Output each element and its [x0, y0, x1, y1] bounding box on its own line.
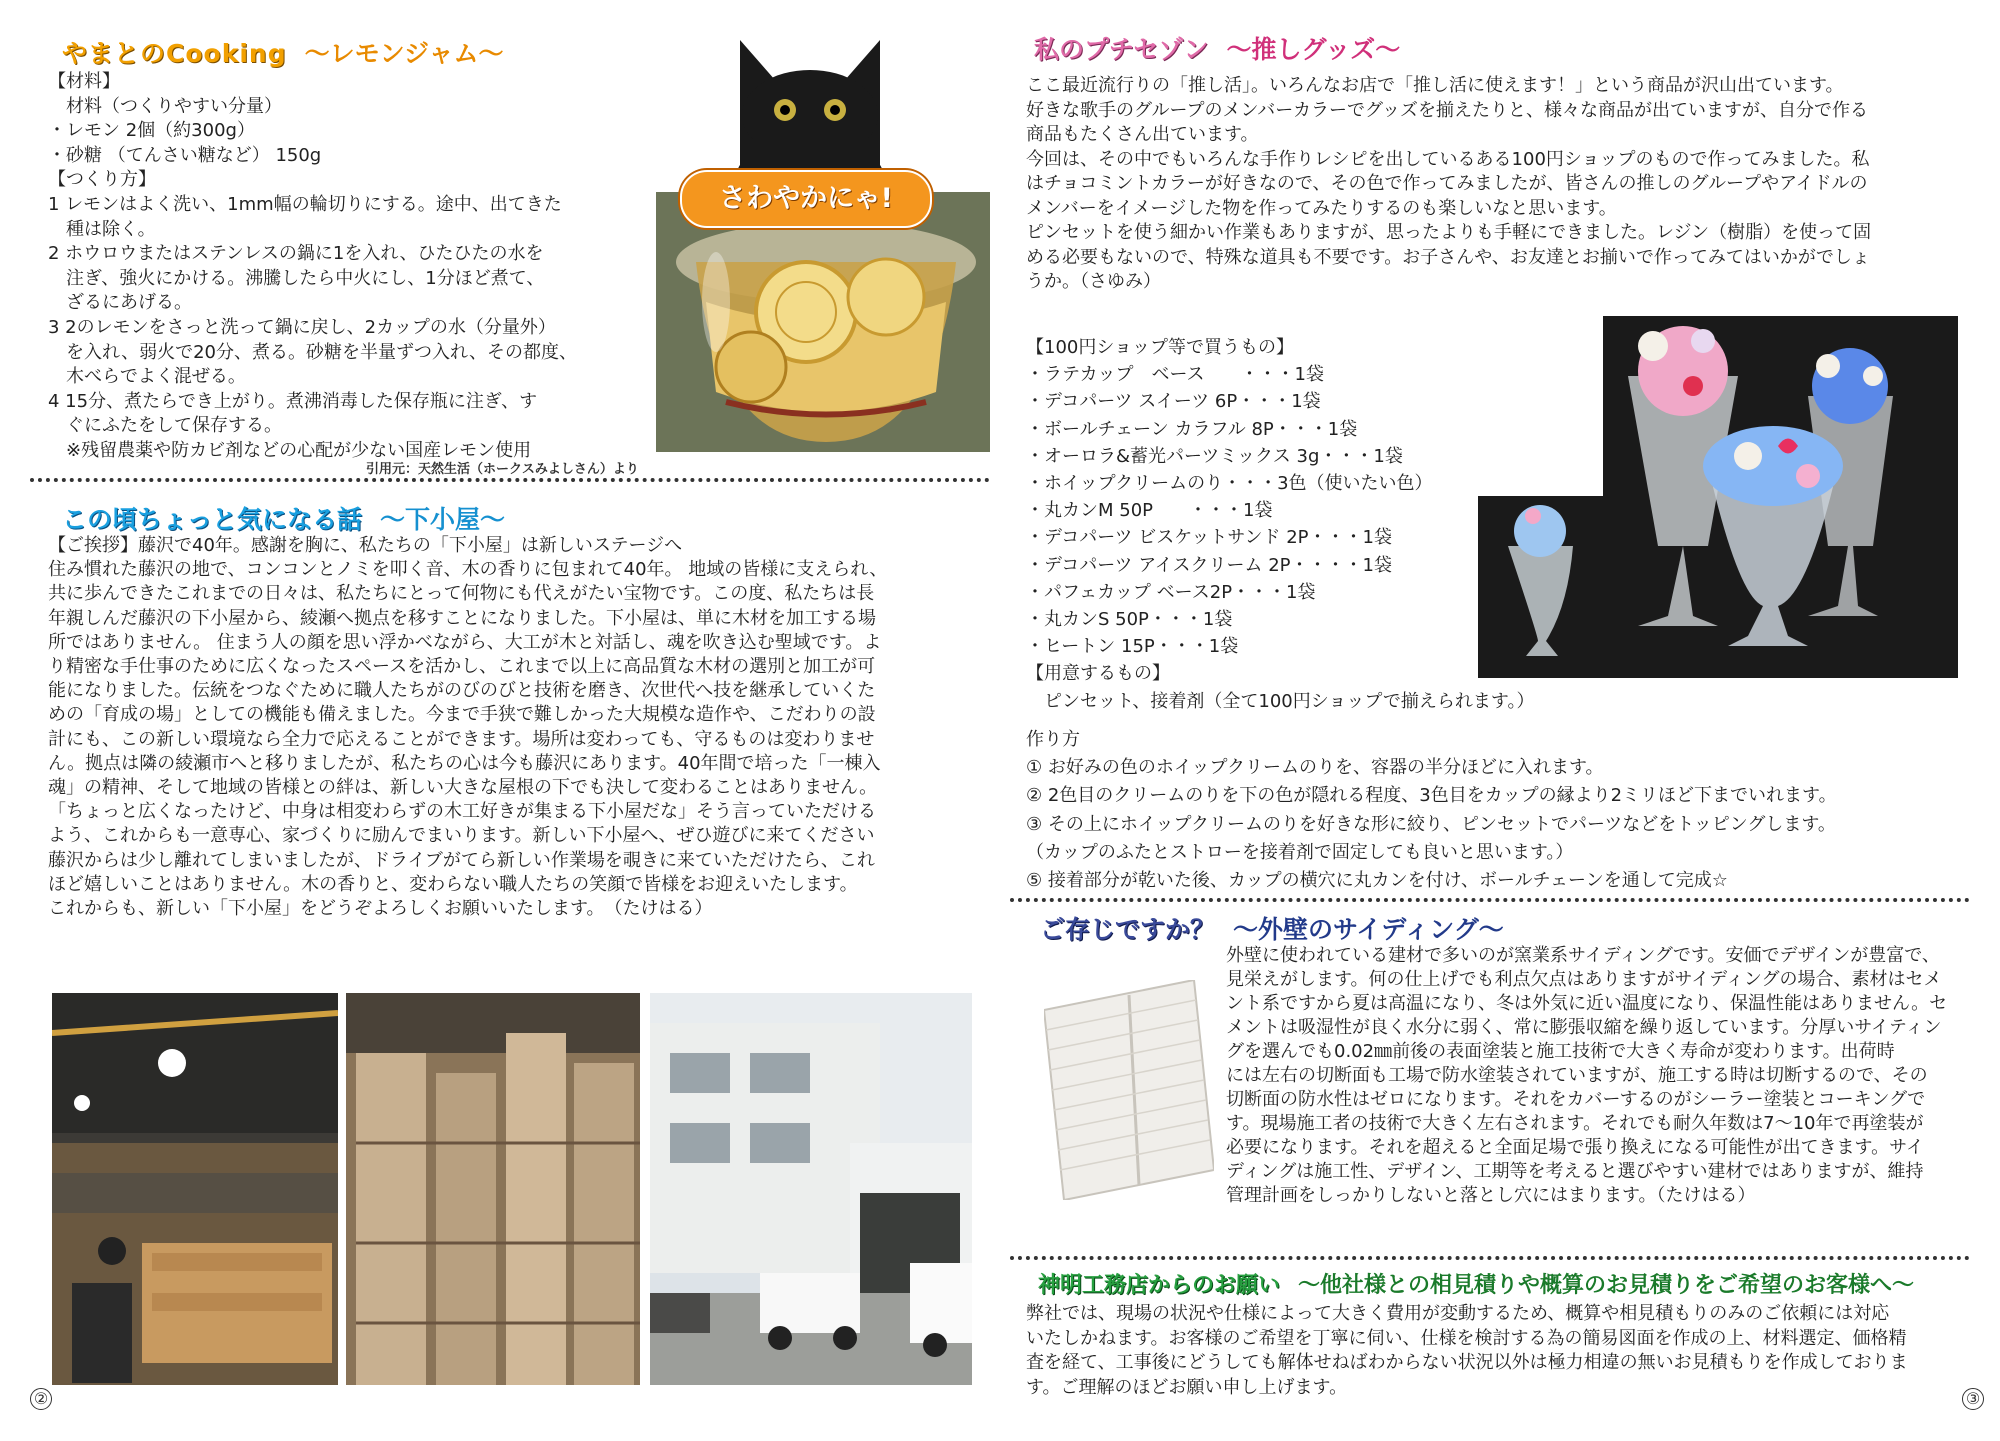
request-line: 弊社では、現場の状況や仕様によって大きく費用が変動するため、概算や相見積もりのみのご依頼には対応 — [1026, 1303, 1890, 1324]
page-number-right: ③ — [1962, 1388, 1984, 1410]
jam-jar-icon — [656, 192, 990, 452]
recipe-line: 【材料】 — [48, 71, 120, 92]
recipe-line: 注ぎ、強火にかける。沸騰したら中火にし、1分ほど煮て、 — [48, 267, 545, 289]
material-line: ・ラテカップ ベース ・・・1袋 — [1026, 364, 1325, 386]
request-title-text: 神明工務店からのお願い — [1038, 1273, 1281, 1298]
recipe-line: ざるにあげる。 — [48, 292, 192, 314]
cat-speech-bubble — [680, 170, 932, 228]
siding-line: 切断面の防水性はゼロになります。それをカバーするのがシーラー塗装とコーキングで — [1226, 1089, 1926, 1110]
intro-line: 今回は、その中でもいろんな手作りレシピを出しているある100円ショップのもので作ってみました。私 — [1026, 148, 1870, 170]
intro-line: 商品もたくさん出ています。 — [1026, 124, 1259, 145]
story-line: これからも、新しい「下小屋」をどうぞよろしくお願いいたします。 （たけはる） — [48, 898, 713, 920]
story-line: 所ではありません。 住まう人の顔を思い浮かべながら、大工が木と対話し、魂を吹き込む聖域です。よ — [48, 631, 882, 653]
step-line: （カップのふたとストローを接着剤で固定しても良いと思います。） — [1026, 841, 1574, 863]
siding-line: ント系ですから夏は高温になり、冬は外気に近い温度になり、保温性能はありません。セ — [1226, 993, 1948, 1014]
recipe-line: 【つくり方】 — [48, 169, 156, 191]
siding-line: 管理計画をしっかりしないと落とし穴にはまります。（たけはる） — [1226, 1185, 1756, 1206]
material-line: ・デコパーツ ビスケットサンド 2P・・・1袋 — [1026, 527, 1392, 549]
black-cat-icon — [720, 30, 900, 180]
step-line: ⑤ 接着部分が乾いた後、カップの横穴に丸カンを付け、ボールチェーンを通して完成☆ — [1026, 870, 1728, 892]
intro-line: 好きな歌手のグループのメンバーカラーでグッズを揃えたりと、様々な商品が出ていますが、自分で作る — [1026, 99, 1869, 121]
request-line: いたしかねます。お客様のご希望を丁寧に伺い、仕様を検討する為の簡易図面を作成の上、材料選定、価格精 — [1026, 1327, 1907, 1349]
material-line: ・デコパーツ アイスクリーム 2P・・・・1袋 — [1026, 554, 1392, 576]
story-title-text: この頃ちょっと気になる話 — [62, 505, 363, 534]
step-line: 作り方 — [1026, 729, 1080, 750]
story-line: 計にも、この新しい環境なら全力で応えることができます。場所は変わっても、守るものは変わりませ — [48, 728, 875, 750]
material-line: ・ヒートン 15P・・・1袋 — [1026, 636, 1239, 658]
cooking-recipe — [48, 70, 577, 464]
material-line: 【用意するもの】 — [1026, 663, 1170, 685]
parfait-craft-photo — [1478, 316, 1958, 678]
siding-line: 外壁に使われている建材で多いのが窯業系サイディングです。安価でデザインが豊富で、 — [1226, 945, 1940, 966]
step-line: ③ その上にホイップクリームのりを好きな形に絞り、ピンセットでパーツなどをトッピングします。 — [1026, 813, 1836, 835]
lumber-photo — [346, 993, 640, 1385]
siding-title-text: ご存じですか？ — [1040, 915, 1216, 944]
story-line: ほど嬉しいことはありません。木の香りと、変わらない職人たちの笑顔で皆様をお迎えいたします。 — [48, 873, 858, 895]
precious-subtitle: ～推しグッズ～ — [1226, 35, 1401, 64]
story-line: り精密な手仕事のために広くなったスペースを活かし、これまで以上に高品質な木材の選別と加工が可 — [48, 656, 876, 678]
building-photo — [650, 993, 972, 1385]
story-line: 共に歩んできたこれまでの日々は、私たちにとって何物にも代えがたい宝物です。この度、私たちは長 — [48, 583, 875, 605]
request-subtitle: ～他社様との相見積りや概算のお見積りをご希望のお客様へ～ — [1298, 1273, 1915, 1298]
story-line: 「ちょっと広くなったけど、中身は相変わらずの木工好きが集まる下小屋だな」そう言っていただける — [48, 801, 876, 823]
recipe-line: 種は除く。 — [48, 218, 156, 240]
recipe-line: ぐにふたをして保存する。 — [48, 415, 282, 437]
cat-bubble-text: さわやかにゃ! — [719, 183, 893, 214]
recipe-line: 2 ホウロウまたはステンレスの鍋に1を入れ、ひたひたの水を — [48, 243, 544, 265]
request-title — [1038, 1268, 1914, 1299]
material-line: ・デコパーツ スイーツ 6P・・・1袋 — [1026, 391, 1321, 413]
lemon-jam-photo — [656, 192, 990, 452]
precious-intro — [1026, 74, 1871, 295]
siding-line: には左右の切断面も工場で防水塗装されていますが、施工する時は切断するので、その — [1226, 1065, 1928, 1086]
intro-line: うか。（さゆみ） — [1026, 271, 1161, 292]
intro-line: はチョコミントカラーが好きなので、その色で作ってみましたが、皆さんの推しのグループやアイドルの — [1026, 173, 1868, 194]
siding-line: 必要になります。それを超えると全面足場で張り換えになる可能性が出てきます。サイ — [1226, 1137, 1924, 1158]
story-line: 【ご挨拶】藤沢で40年。感謝を胸に、私たちの「下小屋」は新しいステージへ — [48, 535, 683, 556]
siding-line: す。現場施工者の技術で大きく左右されます。それでも耐久年数は7～10年で再塗装が — [1226, 1113, 1924, 1134]
precious-title-text: 私のプチセゾン — [1034, 35, 1209, 64]
workshop-photo — [52, 993, 338, 1385]
siding-subtitle: ～外壁のサイディング～ — [1233, 915, 1504, 944]
intro-line: める必要もないので、特殊な道具も不要です。お子さんや、お友達とお揃いで作ってみてはいかがでしょ — [1026, 246, 1870, 268]
story-line: 魂」の精神、そして地域の皆様との絆は、新しい大きな屋根の下でも決して変わることはありません。 — [48, 777, 878, 799]
recipe-line: ※残留農薬や防カビ剤などの心配が少ない国産レモン使用 — [48, 439, 532, 461]
material-line: ・丸カンM 50P ・・・1袋 — [1026, 500, 1273, 522]
material-line: ピンセット、接着剤（全て100円ショップで揃えられます。） — [1026, 690, 1535, 712]
divider — [1010, 898, 1970, 902]
recipe-line: 材料（つくりやすい分量） — [48, 95, 282, 117]
material-line: 【100円ショップ等で買うもの】 — [1026, 337, 1294, 358]
siding-line: メントは吸湿性が良く水分に弱く、常に膨張収縮を繰り返しています。分厚いサイティン — [1226, 1017, 1942, 1038]
siding-panel-icon — [1044, 980, 1214, 1200]
siding-line: グを選んでも0.02㎜前後の表面塗装と施工技術で大きく寿命が変わります。出荷時 — [1226, 1041, 1895, 1062]
story-line: 藤沢からは少し離れてしまいましたが、ドライブがてら新しい作業場を覗きに来ていただけたら、これ — [48, 849, 875, 871]
recipe-line: 3 2のレモンをさっと洗って鍋に戻し、2カップの水（分量外） — [48, 316, 556, 338]
precious-materials — [1026, 334, 1534, 715]
request-line: す。ご理解のほどお願い申し上げます。 — [1026, 1376, 1348, 1398]
request-body — [1026, 1302, 1908, 1400]
cooking-title — [62, 34, 503, 70]
recipe-line: を入れ、弱火で20分、煮る。砂糖を半量ずつ入れ、その都度、 — [48, 341, 578, 363]
material-line: ・ホイップクリームのり・・・3色（使いたい色） — [1026, 473, 1433, 495]
material-line: ・ボールチェーン カラフル 8P・・・1袋 — [1026, 418, 1358, 440]
story-line: めの「育成の場」としての機能も備えました。今まで手狭で難しかった大規模な造作や、こだわりの設 — [48, 704, 876, 726]
story-body — [48, 534, 887, 921]
story-line: よう、これからも一意専心、家づくりに励んでまいります。新しい下小屋へ、ぜひ遊びに来てください — [48, 825, 875, 847]
siding-body — [1226, 944, 1947, 1208]
intro-line: ピンセットを使う細かい作業もありますが、思ったよりも手軽にできました。レジン（樹脂）を使って固 — [1026, 222, 1872, 243]
recipe-line: ・砂糖 （てんさい糖など） 150g — [48, 144, 322, 166]
page-number-left: ② — [30, 1388, 52, 1410]
recipe-line: 1 レモンはよく洗い、1mm幅の輪切りにする。途中、出てきた — [48, 193, 562, 215]
story-subtitle: ～下小屋～ — [380, 505, 506, 534]
intro-line: ここ最近流行りの「推し活」。いろんなお店で「推し活に使えます！」という商品が沢山出ています。 — [1026, 75, 1844, 96]
recipe-line: ・レモン 2個（約300g） — [48, 120, 255, 142]
precious-steps — [1026, 726, 1837, 895]
precious-title — [1034, 30, 1400, 66]
siding-line: 見栄えがします。何の仕上げでも利点欠点はありますがサイディングの場合、素材はセメ — [1226, 969, 1942, 990]
material-line: ・パフェカップ ベース2P・・・1袋 — [1026, 581, 1316, 603]
intro-line: メンバーをイメージした物を作ってみたりするのも楽しいなと思います。 — [1026, 197, 1617, 219]
recipe-line: 木べらでよく混ぜる。 — [48, 366, 246, 388]
step-line: ② 2色目のクリームのりを下の色が隠れる程度、3色目をカップの縁より2ミリほど下までいれます。 — [1026, 785, 1837, 807]
step-line: ① お好みの色のホイップクリームのりを、容器の半分ほどに入れます。 — [1026, 757, 1604, 779]
story-line: 住み慣れた藤沢の地で、コンコンとノミを叩く音、木の香りに包まれて40年。 地域の皆様に支えられ、 — [48, 559, 888, 581]
siding-title — [1040, 910, 1504, 946]
recipe-line: 4 15分、煮たらでき上がり。煮沸消毒した保存瓶に注ぎ、す — [48, 390, 538, 412]
siding-line: ディングは施工性、デザイン、工期等を考えると選びやすい建材ではありますが、維持 — [1226, 1161, 1924, 1182]
divider — [1010, 1256, 1970, 1260]
story-line: 能になりました。伝統をつなぐために職人たちがのびのびと技術を磨き、次世代へ技を継承していくた — [48, 680, 876, 702]
request-line: 査を経て、工事後にどうしても解体せねばわからない状況以外は極力相違の無いお見積もりを作成しておりま — [1026, 1352, 1908, 1373]
cooking-title-text: やまとのCooking — [62, 39, 287, 68]
story-title — [62, 500, 505, 536]
divider — [30, 478, 990, 482]
material-line: ・オーロラ&蓄光パーツミックス 3g・・・1袋 — [1026, 445, 1403, 467]
cooking-subtitle: ～レモンジャム～ — [304, 39, 504, 68]
cooking-citation: 引用元：天然生活（ホークスみよしさん）より — [366, 462, 639, 477]
material-line: ・丸カンS 50P・・・1袋 — [1026, 609, 1233, 631]
story-line: 年親しんだ藤沢の下小屋から、綾瀬へ拠点を移すことになりました。下小屋は、単に木材を加工する場 — [48, 607, 876, 629]
story-line: ん。拠点は隣の綾瀬市へと移りましたが、私たちの心は今も藤沢にあります。40年間で培った「一棟入 — [48, 752, 881, 774]
